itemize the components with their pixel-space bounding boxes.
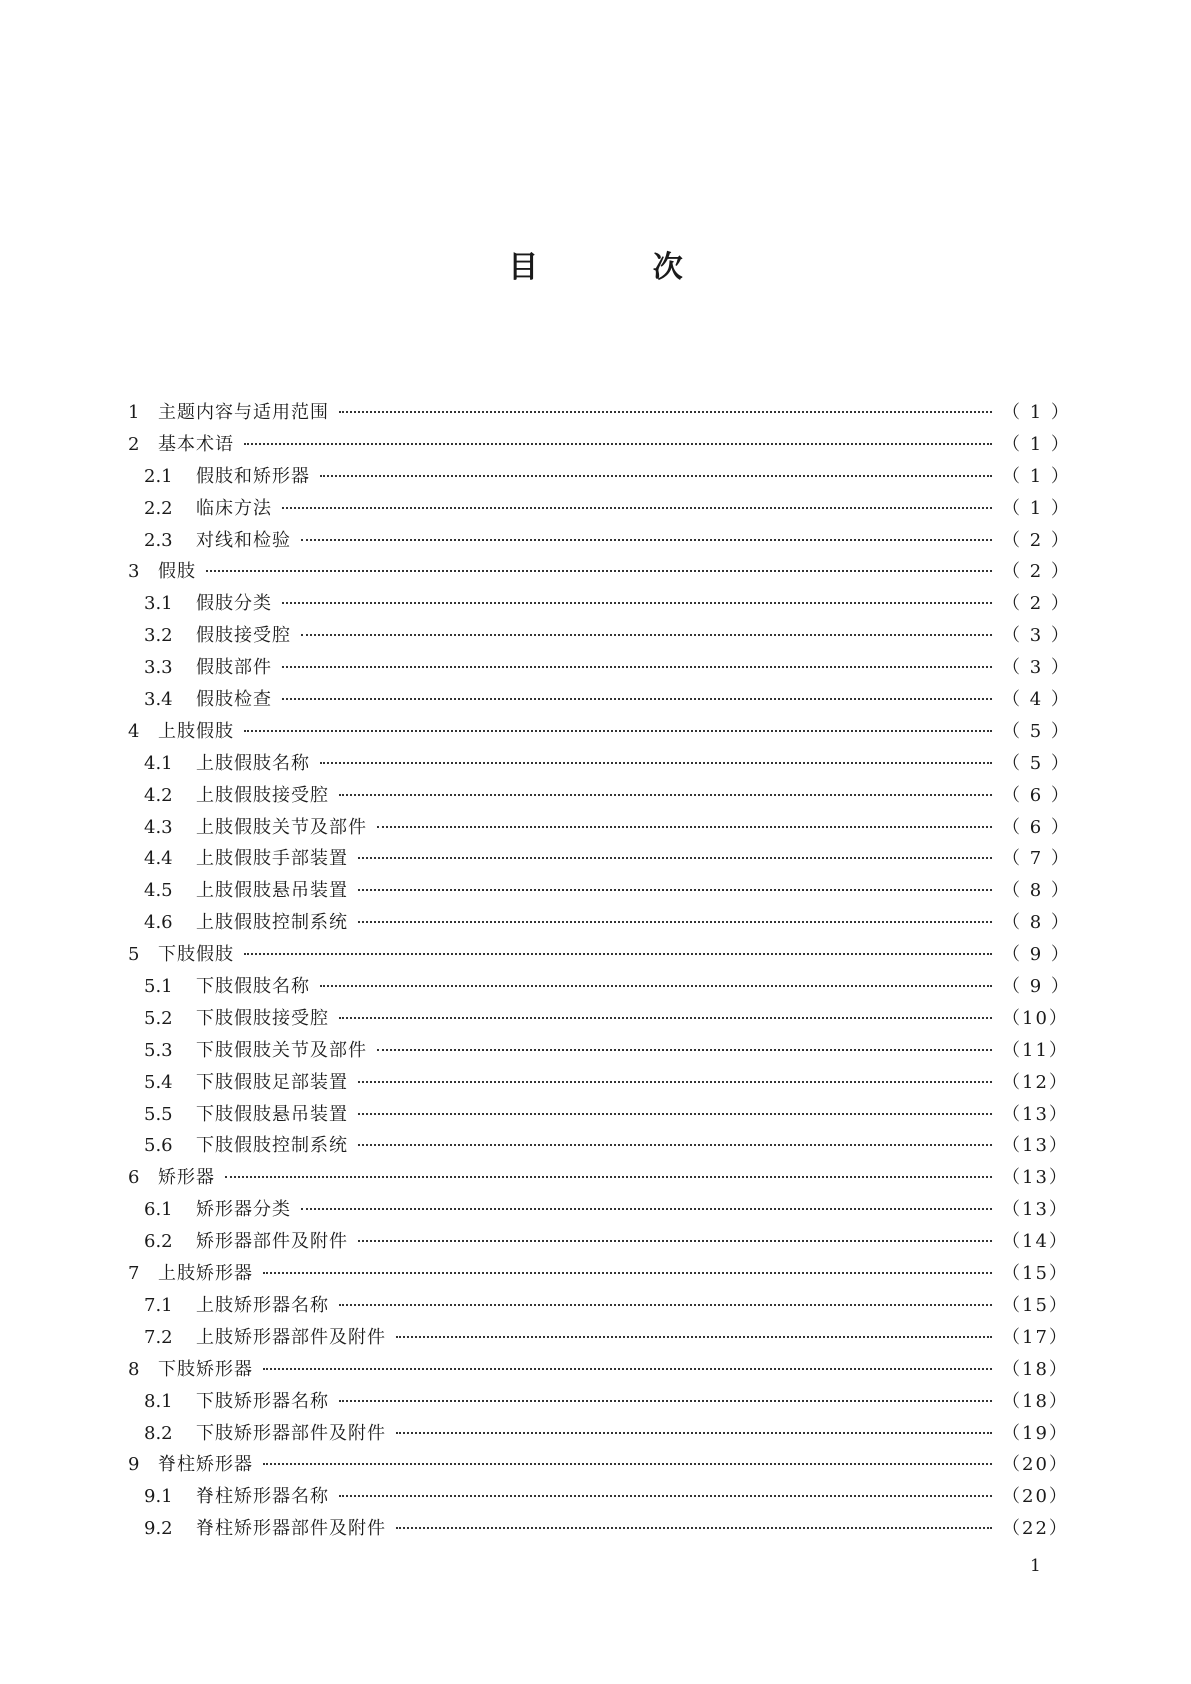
toc-entry[interactable] <box>128 940 1071 972</box>
toc-entry-label: 上肢矫形器部件及附件 <box>196 1326 386 1348</box>
toc-dot-leader <box>320 762 992 764</box>
toc-entry-label: 脊柱矫形器 <box>158 1454 253 1476</box>
toc-entry-label: 假肢接受腔 <box>196 625 291 647</box>
toc-entry-page: （ 3 ） <box>1002 625 1071 647</box>
toc-entry-label: 基本术语 <box>158 433 234 455</box>
toc-entry-number: 9.2 <box>144 1518 173 1540</box>
toc-entry-number: 6.1 <box>144 1199 173 1221</box>
toc-entry[interactable] <box>128 1195 1069 1227</box>
toc-entry-page: （ 7 ） <box>1002 848 1071 870</box>
toc-entry-label: 下肢假肢悬吊装置 <box>196 1103 348 1125</box>
toc-entry[interactable] <box>128 685 1071 717</box>
toc-entry-label: 上肢假肢手部装置 <box>196 848 348 870</box>
toc-dot-leader <box>358 889 992 891</box>
toc-entry-label: 矫形器部件及附件 <box>196 1231 348 1253</box>
toc-entry-label: 假肢检查 <box>196 689 272 711</box>
toc-dot-leader <box>225 1176 992 1178</box>
toc-entry[interactable] <box>128 1450 1069 1482</box>
toc-dot-leader <box>339 1400 992 1402</box>
toc-dot-leader <box>339 1495 992 1497</box>
toc-entry-page: （12） <box>1002 1071 1069 1093</box>
toc-entry-page: （ 3 ） <box>1002 657 1071 679</box>
toc-dot-leader <box>339 1017 992 1019</box>
toc-entry-number: 6.2 <box>144 1231 173 1253</box>
toc-entry[interactable] <box>128 1227 1069 1259</box>
toc-entry-label: 假肢和矫形器 <box>196 465 310 487</box>
toc-entry[interactable] <box>128 781 1071 813</box>
toc-entry-page: （ 1 ） <box>1002 433 1071 455</box>
toc-entry-number: 4.6 <box>144 912 173 934</box>
toc-entry-number: 8 <box>128 1358 140 1380</box>
toc-dot-leader <box>377 826 992 828</box>
toc-entry-page: （ 2 ） <box>1002 561 1071 583</box>
toc-entry[interactable] <box>128 430 1071 462</box>
page-title <box>0 248 1191 288</box>
toc-dot-leader <box>358 857 992 859</box>
toc-entry-page: （18） <box>1002 1390 1069 1412</box>
toc-entry-number: 3 <box>128 561 140 583</box>
toc-entry[interactable] <box>128 1068 1069 1100</box>
toc-entry-page: （ 5 ） <box>1002 720 1071 742</box>
toc-dot-leader <box>320 475 992 477</box>
toc-entry-number: 8.1 <box>144 1390 173 1412</box>
toc-entry-label: 矫形器 <box>158 1167 215 1189</box>
toc-entry-page: （13） <box>1002 1199 1069 1221</box>
toc-entry-page: （13） <box>1002 1135 1069 1157</box>
toc-entry-number: 5.2 <box>144 1007 173 1029</box>
toc-entry[interactable] <box>128 1131 1069 1163</box>
toc-dot-leader <box>282 602 992 604</box>
toc-entry[interactable] <box>128 494 1071 526</box>
toc-dot-leader <box>244 443 992 445</box>
table-of-contents <box>128 398 1071 1546</box>
toc-entry[interactable] <box>128 1100 1069 1132</box>
toc-dot-leader <box>301 539 992 541</box>
toc-entry-page: （ 1 ） <box>1002 465 1071 487</box>
toc-entry-page: （ 6 ） <box>1002 784 1071 806</box>
toc-dot-leader <box>339 411 992 413</box>
toc-entry-page: （22） <box>1002 1518 1069 1540</box>
toc-entry-number: 5.6 <box>144 1135 173 1157</box>
title-char-1: 目 <box>508 250 539 285</box>
toc-entry-number: 5.5 <box>144 1103 173 1125</box>
toc-entry-label: 下肢矫形器 <box>158 1358 253 1380</box>
toc-entry-page: （13） <box>1002 1167 1069 1189</box>
toc-entry-number: 5.4 <box>144 1071 173 1093</box>
toc-entry-label: 矫形器分类 <box>196 1199 291 1221</box>
toc-entry-label: 假肢分类 <box>196 593 272 615</box>
toc-entry-page: （11） <box>1002 1039 1069 1061</box>
toc-entry-number: 4.4 <box>144 848 173 870</box>
toc-dot-leader <box>339 1304 992 1306</box>
toc-entry-page: （19） <box>1002 1422 1069 1444</box>
toc-entry-page: （10） <box>1002 1007 1069 1029</box>
toc-entry-label: 下肢假肢控制系统 <box>196 1135 348 1157</box>
toc-entry-number: 4.3 <box>144 816 173 838</box>
toc-entry-number: 6 <box>128 1167 140 1189</box>
toc-entry-label: 临床方法 <box>196 497 272 519</box>
toc-entry-page: （20） <box>1002 1486 1069 1508</box>
toc-dot-leader <box>358 1113 992 1115</box>
toc-entry-label: 上肢假肢名称 <box>196 752 310 774</box>
toc-entry[interactable] <box>128 1291 1069 1323</box>
toc-entry-number: 2.2 <box>144 497 173 519</box>
toc-entry-number: 2.1 <box>144 465 173 487</box>
toc-dot-leader <box>282 507 992 509</box>
toc-entry-number: 9.1 <box>144 1486 173 1508</box>
toc-entry-label: 上肢假肢接受腔 <box>196 784 329 806</box>
toc-entry[interactable] <box>128 1482 1069 1514</box>
toc-dot-leader <box>396 1432 992 1434</box>
toc-entry[interactable] <box>128 844 1071 876</box>
toc-dot-leader <box>301 634 992 636</box>
toc-entry[interactable] <box>128 589 1071 621</box>
toc-entry-label: 下肢假肢名称 <box>196 976 310 998</box>
toc-entry[interactable] <box>128 398 1071 430</box>
toc-entry-page: （ 6 ） <box>1002 816 1071 838</box>
toc-dot-leader <box>301 1208 992 1210</box>
toc-entry[interactable] <box>128 526 1071 558</box>
toc-entry-page: （18） <box>1002 1358 1069 1380</box>
toc-entry-number: 7.1 <box>144 1294 173 1316</box>
toc-entry-number: 5.1 <box>144 976 173 998</box>
toc-dot-leader <box>263 1272 992 1274</box>
toc-entry-number: 7 <box>128 1263 140 1285</box>
toc-entry[interactable] <box>128 621 1071 653</box>
toc-dot-leader <box>244 730 992 732</box>
toc-entry[interactable] <box>128 813 1071 845</box>
toc-entry-page: （ 9 ） <box>1002 976 1071 998</box>
toc-entry-number: 3.4 <box>144 689 173 711</box>
toc-entry-page: （15） <box>1002 1263 1069 1285</box>
toc-dot-leader <box>396 1527 992 1529</box>
toc-dot-leader <box>358 1081 992 1083</box>
toc-entry-number: 2.3 <box>144 529 173 551</box>
toc-dot-leader <box>244 953 992 955</box>
toc-dot-leader <box>339 794 992 796</box>
toc-entry[interactable] <box>128 749 1071 781</box>
toc-entry[interactable] <box>128 972 1071 1004</box>
toc-entry-label: 下肢假肢足部装置 <box>196 1071 348 1093</box>
toc-entry[interactable] <box>128 1323 1069 1355</box>
toc-entry[interactable] <box>128 1163 1069 1195</box>
toc-entry[interactable] <box>128 653 1071 685</box>
toc-entry-label: 脊柱矫形器部件及附件 <box>196 1518 386 1540</box>
toc-entry-label: 下肢假肢接受腔 <box>196 1007 329 1029</box>
toc-entry-number: 3.3 <box>144 657 173 679</box>
toc-entry-page: （14） <box>1002 1231 1069 1253</box>
toc-entry-label: 下肢矫形器部件及附件 <box>196 1422 386 1444</box>
toc-entry-label: 下肢假肢关节及部件 <box>196 1039 367 1061</box>
toc-entry-number: 4.1 <box>144 752 173 774</box>
toc-dot-leader <box>282 666 992 668</box>
toc-entry-page: （ 1 ） <box>1002 497 1071 519</box>
toc-entry[interactable] <box>128 462 1071 494</box>
toc-entry[interactable] <box>128 1419 1069 1451</box>
toc-entry-label: 上肢矫形器名称 <box>196 1294 329 1316</box>
toc-dot-leader <box>320 985 992 987</box>
toc-dot-leader <box>263 1463 992 1465</box>
toc-entry-page: （ 9 ） <box>1002 944 1071 966</box>
toc-entry-page: （ 2 ） <box>1002 593 1071 615</box>
toc-entry-page: （ 5 ） <box>1002 752 1071 774</box>
toc-entry[interactable] <box>128 1004 1069 1036</box>
toc-entry-label: 上肢假肢悬吊装置 <box>196 880 348 902</box>
toc-entry-number: 2 <box>128 433 140 455</box>
toc-entry-label: 假肢 <box>158 561 196 583</box>
toc-entry-number: 3.2 <box>144 625 173 647</box>
toc-entry-number: 4.2 <box>144 784 173 806</box>
toc-entry-number: 5.3 <box>144 1039 173 1061</box>
toc-entry-label: 假肢部件 <box>196 657 272 679</box>
toc-entry-page: （13） <box>1002 1103 1069 1125</box>
toc-dot-leader <box>358 1240 992 1242</box>
toc-entry-label: 上肢假肢关节及部件 <box>196 816 367 838</box>
toc-entry-page: （ 4 ） <box>1002 689 1071 711</box>
toc-entry-number: 4 <box>128 720 140 742</box>
toc-dot-leader <box>358 921 992 923</box>
toc-entry-label: 下肢假肢 <box>158 944 234 966</box>
toc-entry-page: （ 2 ） <box>1002 529 1071 551</box>
page-number: 1 <box>1030 1556 1041 1576</box>
toc-entry[interactable] <box>128 1387 1069 1419</box>
toc-entry-label: 下肢矫形器名称 <box>196 1390 329 1412</box>
toc-entry-page: （ 1 ） <box>1002 402 1071 423</box>
toc-entry-number: 7.2 <box>144 1326 173 1348</box>
toc-entry-number: 1 <box>128 402 140 423</box>
toc-dot-leader <box>282 698 992 700</box>
toc-entry[interactable] <box>128 557 1071 589</box>
toc-entry-label: 上肢假肢控制系统 <box>196 912 348 934</box>
toc-entry[interactable] <box>128 1514 1069 1546</box>
toc-entry[interactable] <box>128 1355 1069 1387</box>
toc-entry-page: （ 8 ） <box>1002 880 1071 902</box>
toc-entry-label: 脊柱矫形器名称 <box>196 1486 329 1508</box>
title-char-2: 次 <box>652 250 683 285</box>
toc-entry-number: 5 <box>128 944 140 966</box>
toc-dot-leader <box>396 1336 992 1338</box>
toc-entry-label: 对线和检验 <box>196 529 291 551</box>
toc-entry[interactable] <box>128 717 1071 749</box>
toc-entry[interactable] <box>128 876 1071 908</box>
toc-entry-page: （20） <box>1002 1454 1069 1476</box>
toc-entry-number: 9 <box>128 1454 140 1476</box>
toc-entry[interactable] <box>128 908 1071 940</box>
toc-dot-leader <box>206 570 992 572</box>
toc-entry-page: （ 8 ） <box>1002 912 1071 934</box>
toc-entry-label: 主题内容与适用范围 <box>158 402 329 423</box>
toc-entry-number: 8.2 <box>144 1422 173 1444</box>
toc-dot-leader <box>358 1144 992 1146</box>
toc-entry[interactable] <box>128 1259 1069 1291</box>
toc-entry[interactable] <box>128 1036 1069 1068</box>
toc-entry-label: 上肢矫形器 <box>158 1263 253 1285</box>
toc-entry-label: 上肢假肢 <box>158 720 234 742</box>
toc-entry-page: （17） <box>1002 1326 1069 1348</box>
toc-dot-leader <box>263 1368 992 1370</box>
toc-dot-leader <box>377 1049 992 1051</box>
toc-entry-number: 3.1 <box>144 593 173 615</box>
toc-entry-page: （15） <box>1002 1294 1069 1316</box>
toc-entry-number: 4.5 <box>144 880 173 902</box>
